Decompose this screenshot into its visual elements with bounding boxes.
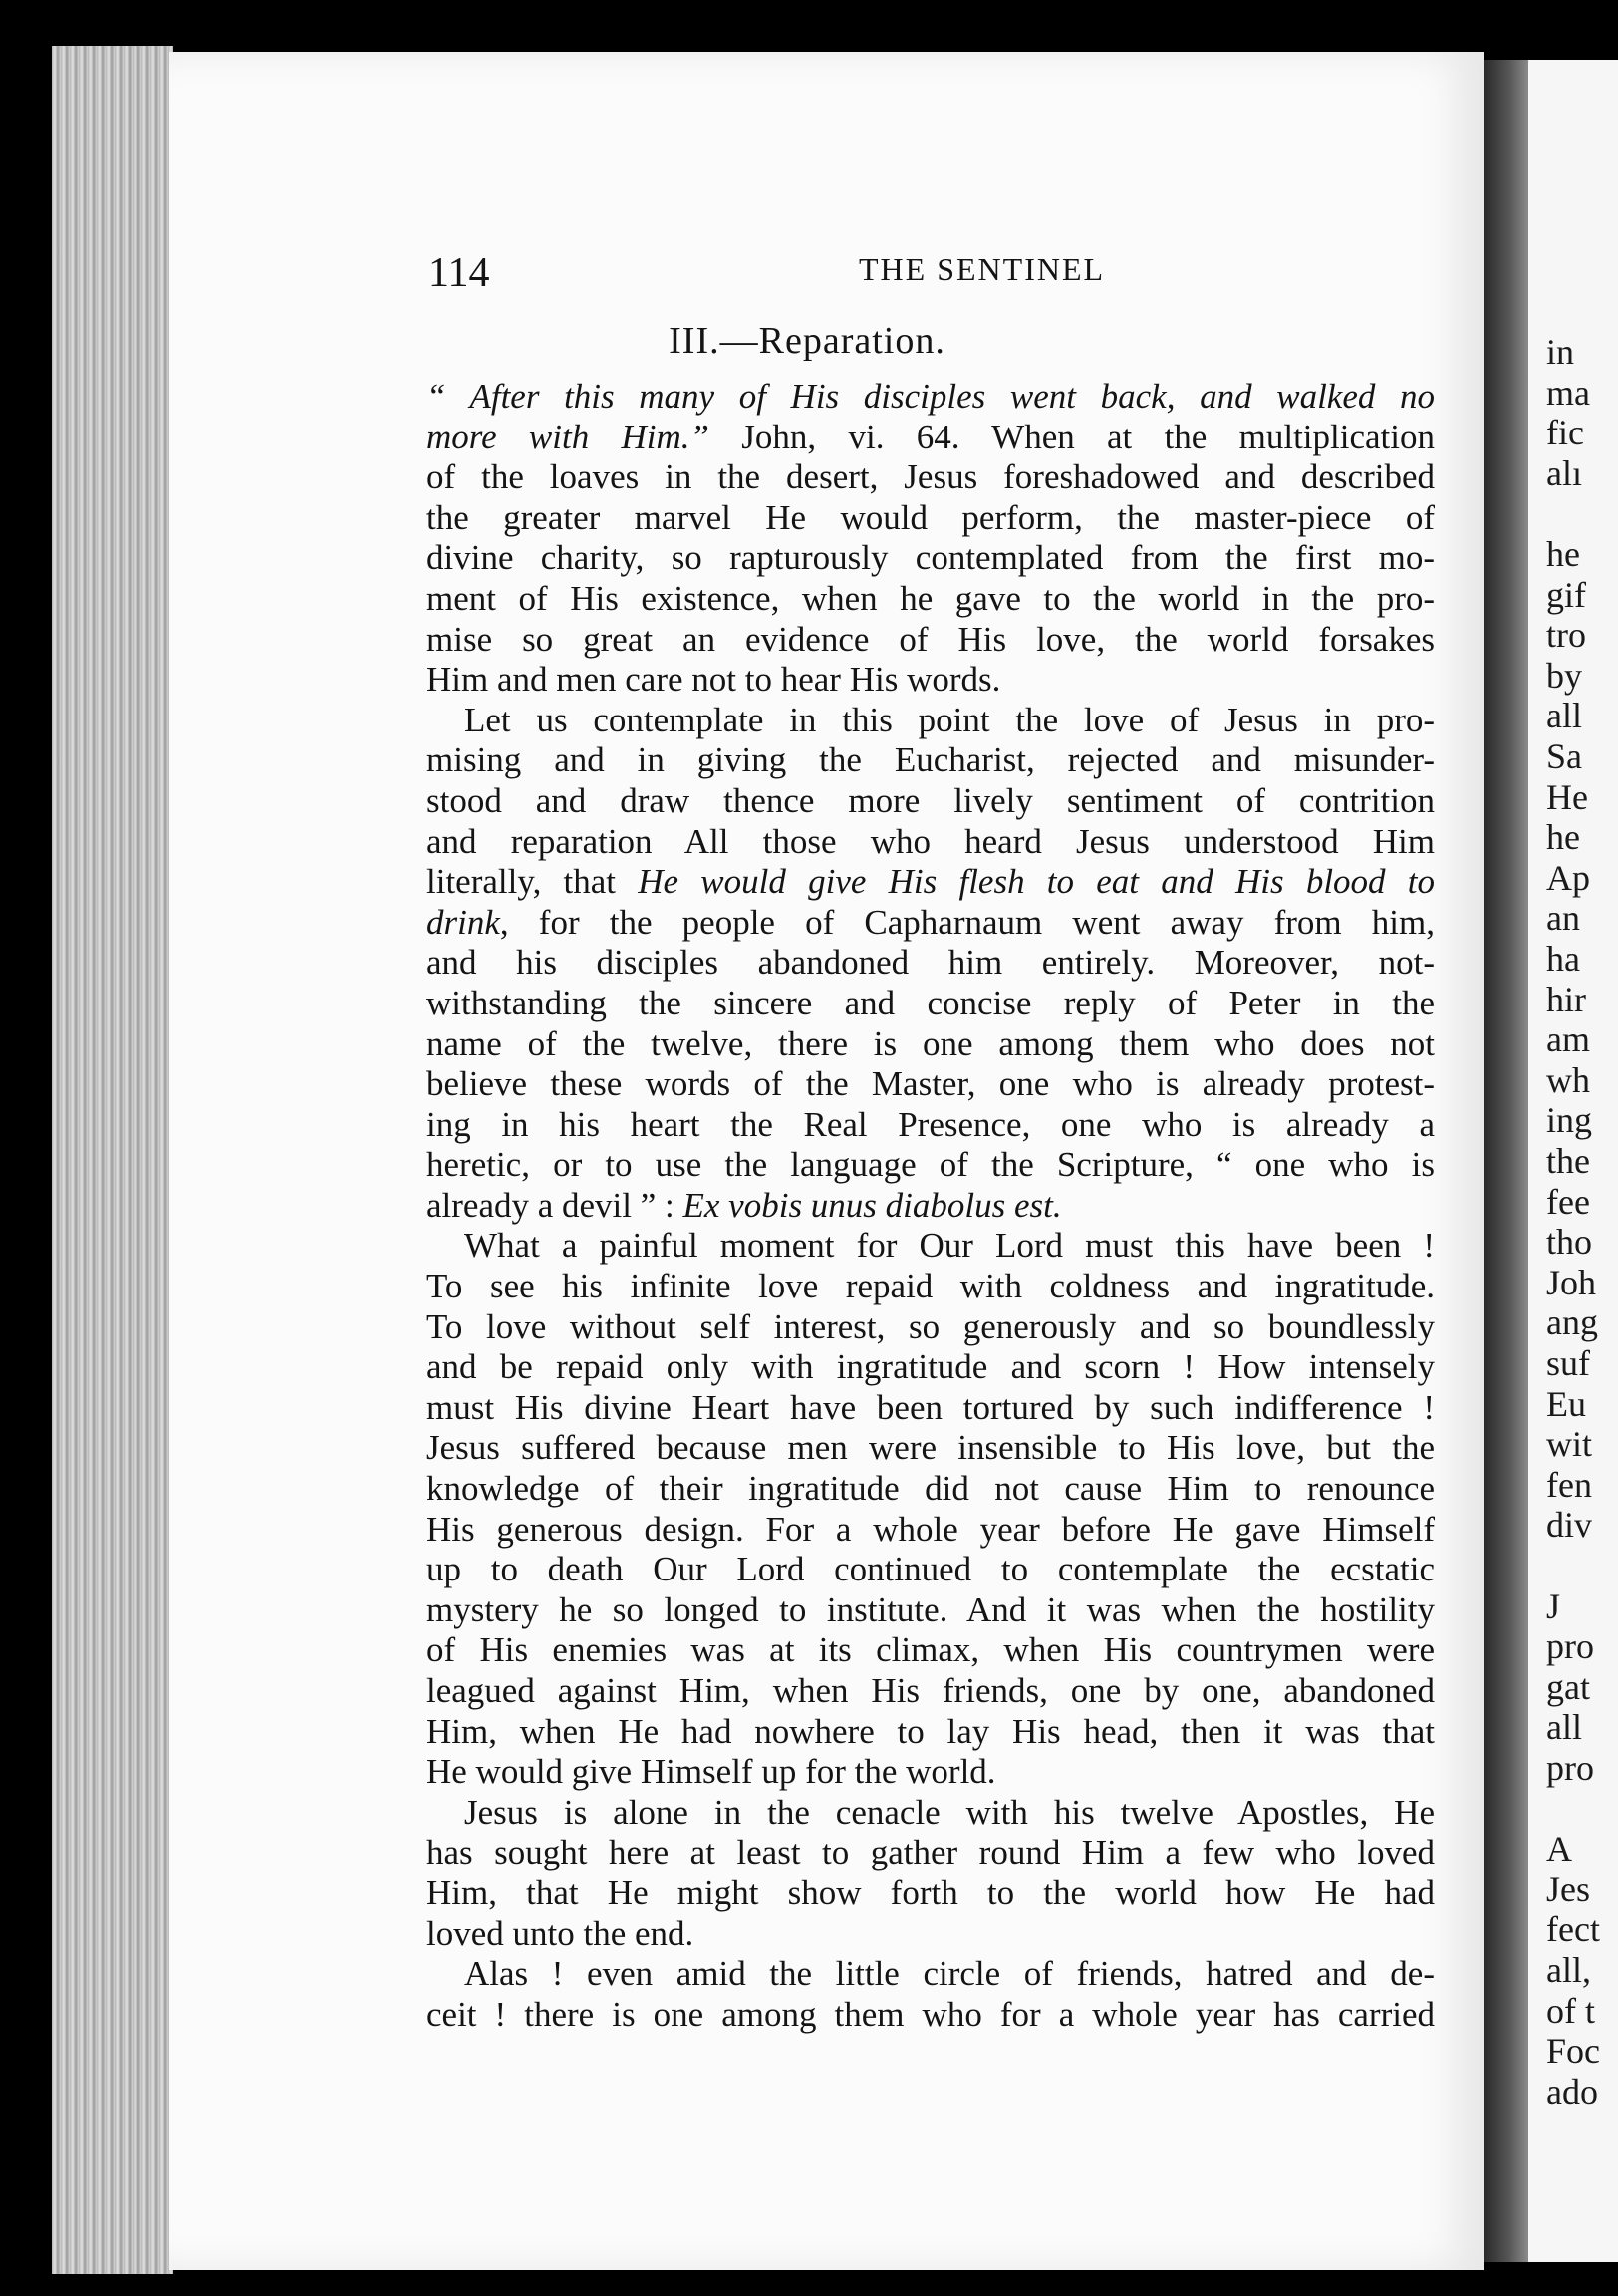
facing-page-text: all, xyxy=(1546,1950,1591,1990)
text-line xyxy=(426,1226,1435,1267)
facing-page-text: div xyxy=(1546,1505,1593,1546)
facing-page-text: Sa xyxy=(1546,736,1582,776)
text-line xyxy=(426,660,1435,701)
text-line xyxy=(426,1954,1435,1995)
text-line xyxy=(426,1550,1435,1590)
text-line xyxy=(426,943,1435,984)
facing-page-text: Jes xyxy=(1546,1868,1590,1909)
text-line xyxy=(426,862,1435,903)
running-head xyxy=(261,241,1437,297)
text-line xyxy=(426,701,1435,741)
text-run: the greater marvel He would perform, the master-piece of xyxy=(426,497,1435,537)
text-run: and his disciples abandoned him entirely. Moreover, not- xyxy=(426,943,1435,983)
facing-page-text: ado xyxy=(1546,2071,1598,2112)
text-line xyxy=(426,1024,1435,1065)
text-run: Him, when He had nowhere to lay His head, then it was that xyxy=(426,1711,1435,1751)
facing-page-text: wh xyxy=(1546,1059,1590,1100)
text-run: He would give Himself up for the world. xyxy=(426,1752,996,1792)
text-run: To see his infinite love repaid with coldness and ingratitude. xyxy=(426,1267,1435,1306)
facing-page-text: gif xyxy=(1546,574,1586,615)
text-run: ment of His existence, when he gave to the world in the pro- xyxy=(426,578,1435,618)
text-run: must His divine Heart have been tortured by such indifference ! xyxy=(426,1387,1435,1427)
facing-page-text: suf xyxy=(1546,1343,1590,1383)
facing-page-text: ang xyxy=(1546,1302,1598,1343)
facing-page-text: A xyxy=(1546,1829,1572,1869)
facing-page-text: am xyxy=(1546,1019,1590,1060)
text-run: Alas ! even amid the little circle of friends, hatred and de- xyxy=(464,1954,1435,1994)
text-line xyxy=(426,1510,1435,1551)
text-run: His generous design. For a whole year before He gave Himself xyxy=(426,1509,1435,1549)
book-page-edges xyxy=(52,46,173,2274)
text-line xyxy=(426,740,1435,781)
facing-page-text: he xyxy=(1546,817,1580,858)
text-run: Him, that He might show forth to the world how He had xyxy=(426,1872,1435,1912)
text-line xyxy=(426,579,1435,620)
facing-page-text: by xyxy=(1546,655,1582,696)
text-run: of the loaves in the desert, Jesus foreshadowed and described xyxy=(426,457,1435,497)
text-run: withstanding the sincere and concise reply of Peter in the xyxy=(426,983,1435,1022)
text-line xyxy=(426,498,1435,539)
text-line xyxy=(426,620,1435,661)
text-run: To love without self interest, so generously and so boundlessly xyxy=(426,1306,1435,1346)
text-line xyxy=(426,538,1435,579)
text-line xyxy=(426,822,1435,863)
text-run: stood and draw thence more lively sentiment of contrition xyxy=(426,780,1435,820)
text-line xyxy=(426,1712,1435,1753)
facing-page-text: pro xyxy=(1546,1748,1594,1788)
facing-page-text: the xyxy=(1546,1141,1590,1181)
text-line xyxy=(426,781,1435,822)
text-line xyxy=(426,1388,1435,1429)
facing-page-text: pro xyxy=(1546,1626,1594,1667)
text-run: ceit ! there is one among them who for a whole year has carried xyxy=(426,1994,1435,2034)
section-heading: III.—Reparation. xyxy=(669,320,945,362)
text-line xyxy=(426,1145,1435,1186)
text-line xyxy=(426,1307,1435,1348)
text-run: believe these words of the Master, one who is already protest- xyxy=(426,1064,1435,1104)
italic-text: Ex vobis unus diabolus est. xyxy=(682,1185,1062,1225)
text-run: name of the twelve, there is one among them who does not xyxy=(426,1023,1435,1063)
text-line xyxy=(426,1105,1435,1146)
facing-page-text: wit xyxy=(1546,1424,1593,1465)
text-run: Him and men care not to hear His words. xyxy=(426,660,1001,700)
text-line xyxy=(426,1347,1435,1388)
text-line xyxy=(426,1630,1435,1671)
text-run: leagued against Him, when His friends, one by one, abandoned xyxy=(426,1671,1435,1710)
facing-page-text: fen xyxy=(1546,1464,1592,1505)
text-run: , for the people of Capharnaum went away from him, xyxy=(499,902,1435,942)
facing-page-text: all xyxy=(1546,696,1582,736)
facing-page-text: all xyxy=(1546,1707,1582,1748)
facing-page-text: tro xyxy=(1546,615,1586,656)
facing-page-text: of t xyxy=(1546,1990,1595,2031)
facing-page-text: an xyxy=(1546,898,1580,939)
text-run: ing in his heart the Real Presence, one who is already a xyxy=(426,1104,1435,1144)
italic-text: more with Him.” xyxy=(426,417,710,456)
text-run: Let us contemplate in this point the love of Jesus in pro- xyxy=(464,700,1435,739)
facing-page-text: gat xyxy=(1546,1666,1590,1707)
facing-page-text: Ap xyxy=(1546,857,1590,898)
facing-page-text: ma xyxy=(1546,372,1590,413)
italic-text: drink xyxy=(426,902,500,942)
facing-page-text: ha xyxy=(1546,939,1580,979)
text-run: mystery he so longed to institute. And it was when the hostility xyxy=(426,1589,1435,1629)
book-gutter xyxy=(1484,60,1528,2262)
text-run: and reparation All those who heard Jesus understood Him xyxy=(426,821,1435,861)
text-run: heretic, or to use the language of the Scripture, “ one who is xyxy=(426,1145,1435,1185)
page-number: 114 xyxy=(428,250,490,296)
body-text xyxy=(426,377,1435,2035)
text-run: of His enemies was at its climax, when His countrymen were xyxy=(426,1630,1435,1670)
facing-page-fragment xyxy=(1528,60,1618,2262)
facing-page-text: tho xyxy=(1546,1222,1593,1263)
text-line xyxy=(426,457,1435,498)
text-line xyxy=(426,1469,1435,1510)
text-run: John, vi. 64. When at the multiplication xyxy=(709,417,1435,456)
facing-page-text: hir xyxy=(1546,979,1586,1019)
facing-page-text: ing xyxy=(1546,1100,1593,1141)
facing-page-text: Eu xyxy=(1546,1383,1586,1424)
text-line xyxy=(426,1752,1435,1793)
text-run: What a painful moment for Our Lord must this have been ! xyxy=(464,1226,1435,1266)
text-line xyxy=(426,1428,1435,1469)
text-line xyxy=(426,903,1435,944)
text-line xyxy=(426,1873,1435,1914)
text-line xyxy=(426,1267,1435,1307)
text-run: and be repaid only with ingratitude and scorn ! How intensely xyxy=(426,1347,1435,1387)
facing-page-text: alı xyxy=(1546,452,1582,493)
facing-page-text: fect xyxy=(1546,1909,1600,1950)
facing-page-text: fee xyxy=(1546,1181,1590,1222)
text-run: has sought here at least to gather round Him a few who loved xyxy=(426,1833,1435,1872)
facing-page-text: He xyxy=(1546,776,1588,817)
facing-page-text: J xyxy=(1546,1585,1561,1626)
text-run: already a devil ” : xyxy=(426,1185,683,1225)
facing-page-text: Joh xyxy=(1546,1262,1597,1302)
text-line xyxy=(426,1590,1435,1631)
text-line xyxy=(426,1186,1435,1227)
running-title: THE SENTINEL xyxy=(859,251,1106,287)
text-line xyxy=(426,418,1435,458)
facing-page-text: Foc xyxy=(1546,2031,1600,2072)
text-line xyxy=(426,1064,1435,1105)
facing-page-text: fic xyxy=(1546,413,1584,453)
italic-text: He would give His flesh to eat and His blood to xyxy=(638,862,1435,902)
text-run: loved unto the end. xyxy=(426,1913,694,1953)
text-line xyxy=(426,1793,1435,1834)
text-run: divine charity, so rapturously contemplated from the first mo- xyxy=(426,538,1435,578)
text-run: up to death Our Lord continued to contemplate the ecstatic xyxy=(426,1550,1435,1589)
text-line xyxy=(426,1671,1435,1712)
text-line xyxy=(426,1914,1435,1955)
text-run: mise so great an evidence of His love, the world forsakes xyxy=(426,619,1435,659)
facing-page-text: he xyxy=(1546,534,1580,574)
text-line xyxy=(426,1833,1435,1873)
facing-page-text: in xyxy=(1546,332,1575,372)
text-run: mising and in giving the Eucharist, rejected and misunder- xyxy=(426,740,1435,780)
text-run: literally, that xyxy=(426,862,639,902)
text-line xyxy=(426,984,1435,1024)
text-line xyxy=(426,1995,1435,2036)
text-run: knowledge of their ingratitude did not cause Him to renounce xyxy=(426,1469,1435,1509)
italic-text: “ After this many of His disciples went back, and walked no xyxy=(426,377,1435,416)
text-run: Jesus suffered because men were insensible to His love, but the xyxy=(426,1428,1435,1468)
text-run: Jesus is alone in the cenacle with his twelve Apostles, He xyxy=(464,1792,1435,1832)
text-line xyxy=(426,377,1435,418)
